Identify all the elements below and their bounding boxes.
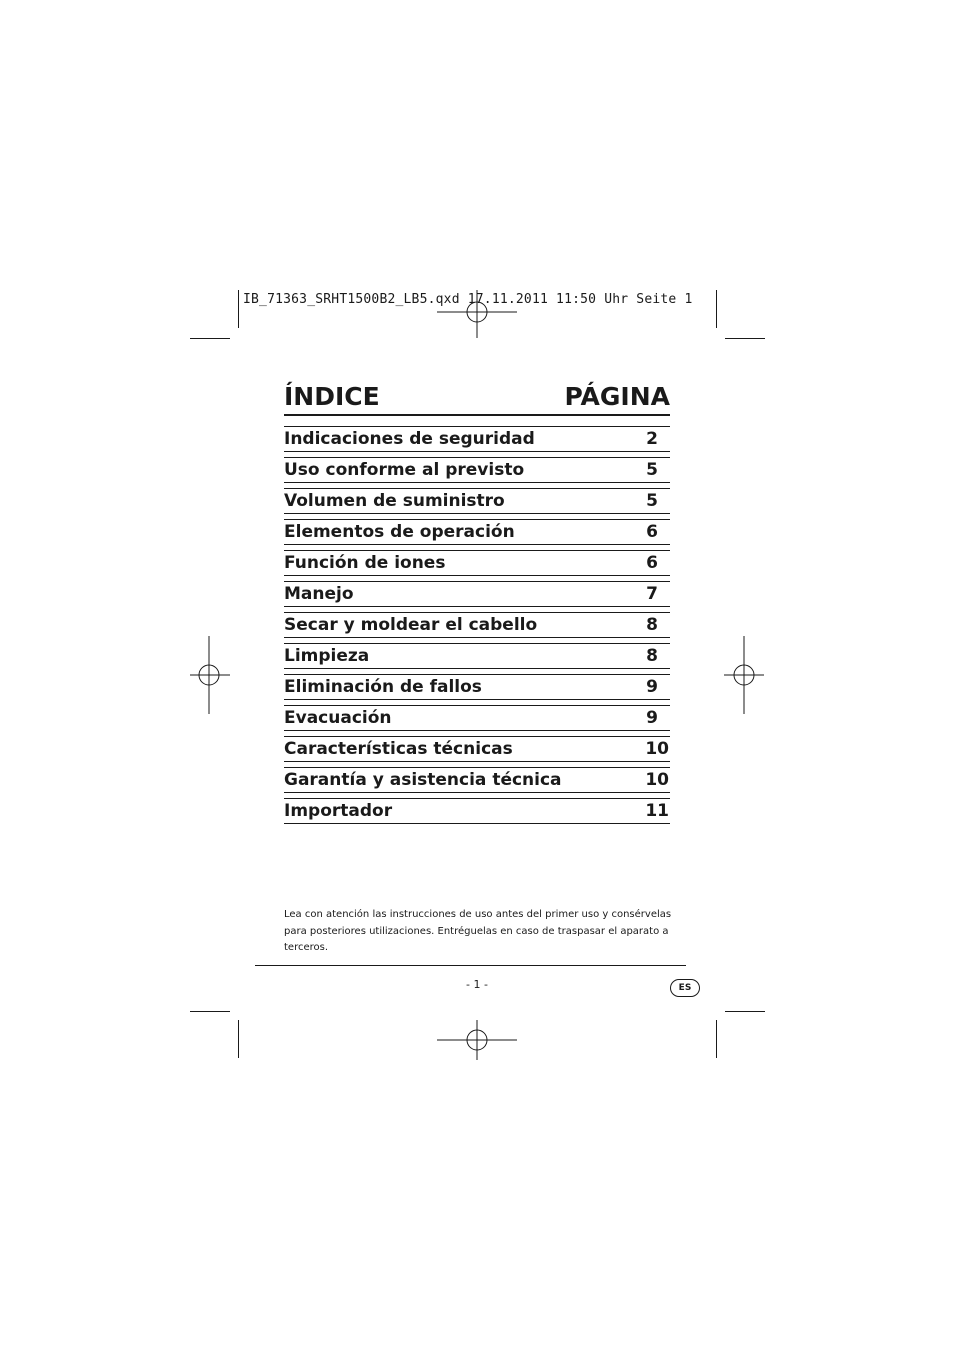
crop-mark-top-right-h: [725, 338, 765, 339]
toc-entry-page: 8: [646, 646, 658, 666]
language-badge: ES: [670, 979, 700, 997]
registration-mark-top-icon: [437, 290, 517, 338]
toc-entry[interactable]: [284, 488, 670, 514]
toc-entry-page: 10: [645, 770, 669, 790]
toc-entry-page: 5: [646, 491, 658, 511]
toc-entry-label: Indicaciones de seguridad: [284, 429, 535, 449]
toc-entry-label: Limpieza: [284, 646, 370, 666]
crop-mark-top-left-h: [190, 338, 230, 339]
crop-mark-bottom-left-h: [190, 1011, 230, 1012]
crop-mark-top-left-v: [238, 290, 239, 328]
registration-mark-right-icon: [724, 636, 764, 714]
toc-entry-page: 9: [646, 677, 658, 697]
toc-entry[interactable]: [284, 643, 670, 669]
toc-entry-label: Elementos de operación: [284, 522, 515, 542]
toc-entry-label: Garantía y asistencia técnica: [284, 770, 562, 790]
toc-entry-page: 11: [645, 801, 669, 821]
registration-mark-left-icon: [190, 636, 230, 714]
toc-page-heading: PÁGINA: [564, 382, 670, 411]
print-slug: IB_71363_SRHT1500B2_LB5.qxd 17.11.2011 11:50 Uhr Seite 1: [243, 292, 693, 307]
registration-mark-bottom-icon: [437, 1020, 517, 1060]
toc-entry-label: Uso conforme al previsto: [284, 460, 525, 480]
toc-entry-label: Eliminación de fallos: [284, 677, 482, 697]
toc-entry[interactable]: [284, 581, 670, 607]
toc-entry[interactable]: [284, 519, 670, 545]
toc-entry-label: Características técnicas: [284, 739, 513, 759]
toc-entry-page: 7: [646, 584, 658, 604]
toc-entry[interactable]: [284, 798, 670, 824]
toc-entry-page: 6: [646, 553, 658, 573]
toc-entry-page: 5: [646, 460, 658, 480]
crop-mark-bottom-right-v: [716, 1020, 717, 1058]
toc-entry-label: Función de iones: [284, 553, 446, 573]
toc-entry-page: 10: [645, 739, 669, 759]
toc-entry[interactable]: [284, 674, 670, 700]
toc-entry[interactable]: [284, 736, 670, 762]
toc-entry-page: 6: [646, 522, 658, 542]
toc-entry-label: Evacuación: [284, 708, 392, 728]
footer-divider: [255, 965, 686, 966]
toc-entry-label: Secar y moldear el cabello: [284, 615, 538, 635]
crop-mark-top-right-v: [716, 290, 717, 328]
table-of-contents: [284, 426, 670, 829]
usage-note: Lea con atención las instrucciones de uso antes del primer uso y consérvelas para posteriores utilizaciones. Entréguelas en caso de traspasar el aparato a terceros.: [284, 909, 672, 953]
toc-entry-label: Volumen de suministro: [284, 491, 505, 511]
toc-entry-label: Manejo: [284, 584, 354, 604]
toc-entry[interactable]: [284, 457, 670, 483]
toc-entry[interactable]: [284, 767, 670, 793]
toc-title: ÍNDICE: [284, 382, 380, 411]
toc-entry-page: 8: [646, 615, 658, 635]
toc-entry[interactable]: [284, 612, 670, 638]
page-number: - 1 -: [466, 978, 488, 991]
toc-entry[interactable]: [284, 705, 670, 731]
toc-entry-label: Importador: [284, 801, 393, 821]
toc-entry-page: 9: [646, 708, 658, 728]
toc-header: [284, 380, 670, 416]
crop-mark-bottom-right-h: [725, 1011, 765, 1012]
toc-entry[interactable]: [284, 550, 670, 576]
toc-entry[interactable]: [284, 426, 670, 452]
toc-entry-page: 2: [646, 429, 658, 449]
crop-mark-bottom-left-v: [238, 1020, 239, 1058]
